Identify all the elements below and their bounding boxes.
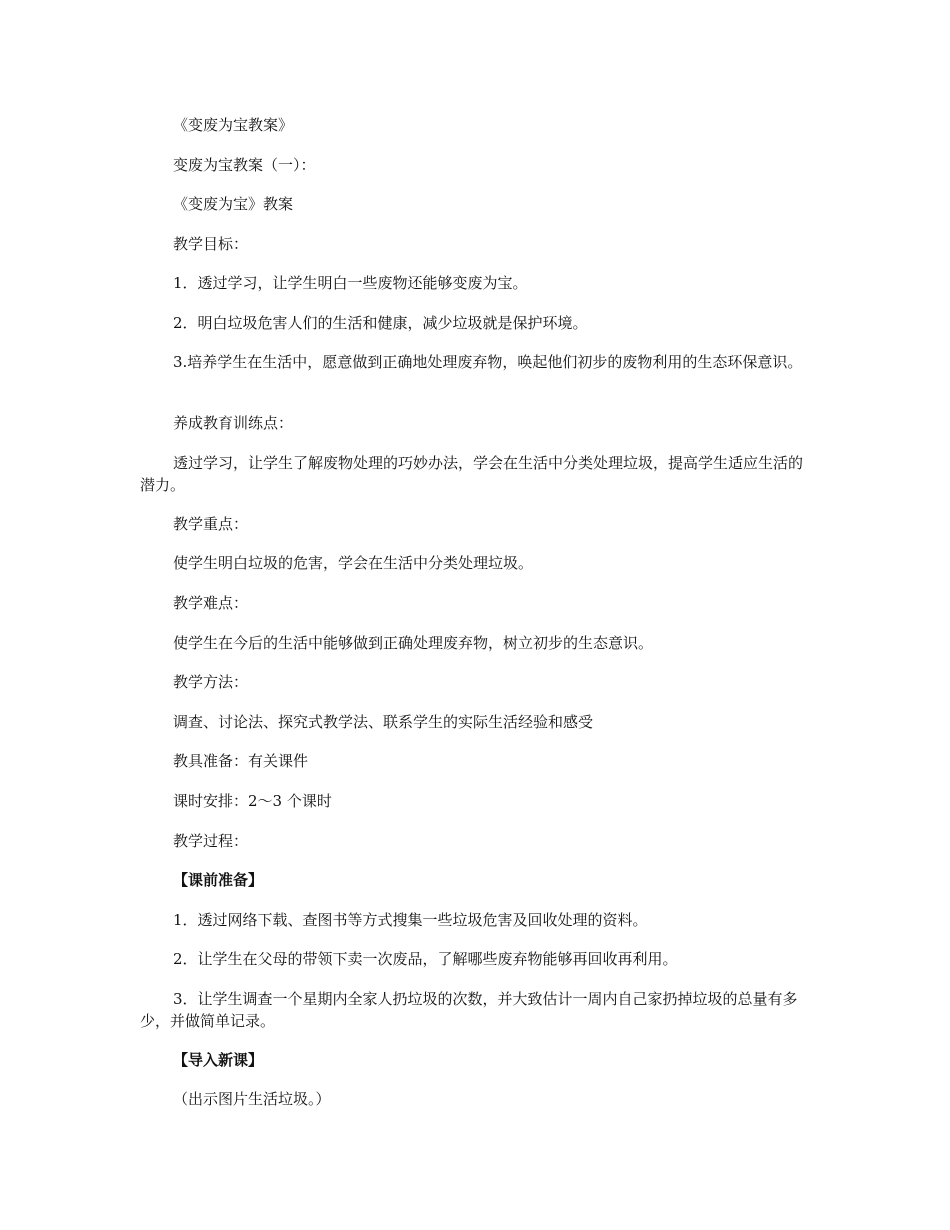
heading-objectives: 教学目标： [173, 235, 249, 253]
training-points-text: 透过学习，让学生了解废物处理的巧妙办法，学会在生活中分类处理垃圾，提高学生适应生活的潜力。 [140, 454, 804, 494]
objective-item: 2．明白垃圾危害人们的生活和健康，减少垃圾就是保护环境。 [173, 314, 588, 332]
heading-difficulties: 教学难点： [173, 594, 249, 612]
key-points-text: 使学生明白垃圾的危害，学会在生活中分类处理垃圾。 [173, 554, 534, 572]
objective-item: 3.培养学生在生活中，愿意做到正确地处理废弃物，唤起他们初步的废物利用的生态环保意识。 [173, 353, 803, 371]
introduction-text: （出示图片生活垃圾。） [173, 1090, 331, 1108]
difficulties-text: 使学生在今后的生活中能够做到正确处理废弃物，树立初步的生态意识。 [173, 634, 654, 652]
methods-text: 调查、讨论法、探究式教学法、联系学生的实际生活经验和感受 [173, 713, 594, 731]
preparation-item: 3．让学生调查一个星期内全家人扔垃圾的次数，并大致估计一周内自己家扔掉垃圾的总量有多少，并做简单记录。 [140, 990, 798, 1030]
teaching-aids: 教具准备：有关课件 [173, 752, 309, 770]
heading-introduction: 【导入新课】 [173, 1051, 264, 1069]
heading-key-points: 教学重点： [173, 515, 249, 533]
heading-process: 教学过程： [173, 832, 249, 850]
heading-methods: 教学方法： [173, 673, 249, 691]
section-heading: 变废为宝教案（一）： [173, 156, 316, 174]
preparation-item: 1．透过网络下载、查图书等方式搜集一些垃圾危害及回收处理的资料。 [173, 911, 648, 929]
preparation-item: 2．让学生在父母的带领下卖一次废品，了解哪些废弃物能够再回收再利用。 [173, 950, 678, 968]
class-schedule: 课时安排：2～3 个课时 [173, 792, 332, 810]
objective-item: 1．透过学习，让学生明白一些废物还能够变废为宝。 [173, 274, 528, 292]
document-title: 《变废为宝教案》 [173, 116, 294, 134]
lesson-title: 《变废为宝》教案 [173, 195, 294, 213]
heading-preparation: 【课前准备】 [173, 871, 264, 889]
heading-training-points: 养成教育训练点： [173, 414, 294, 432]
